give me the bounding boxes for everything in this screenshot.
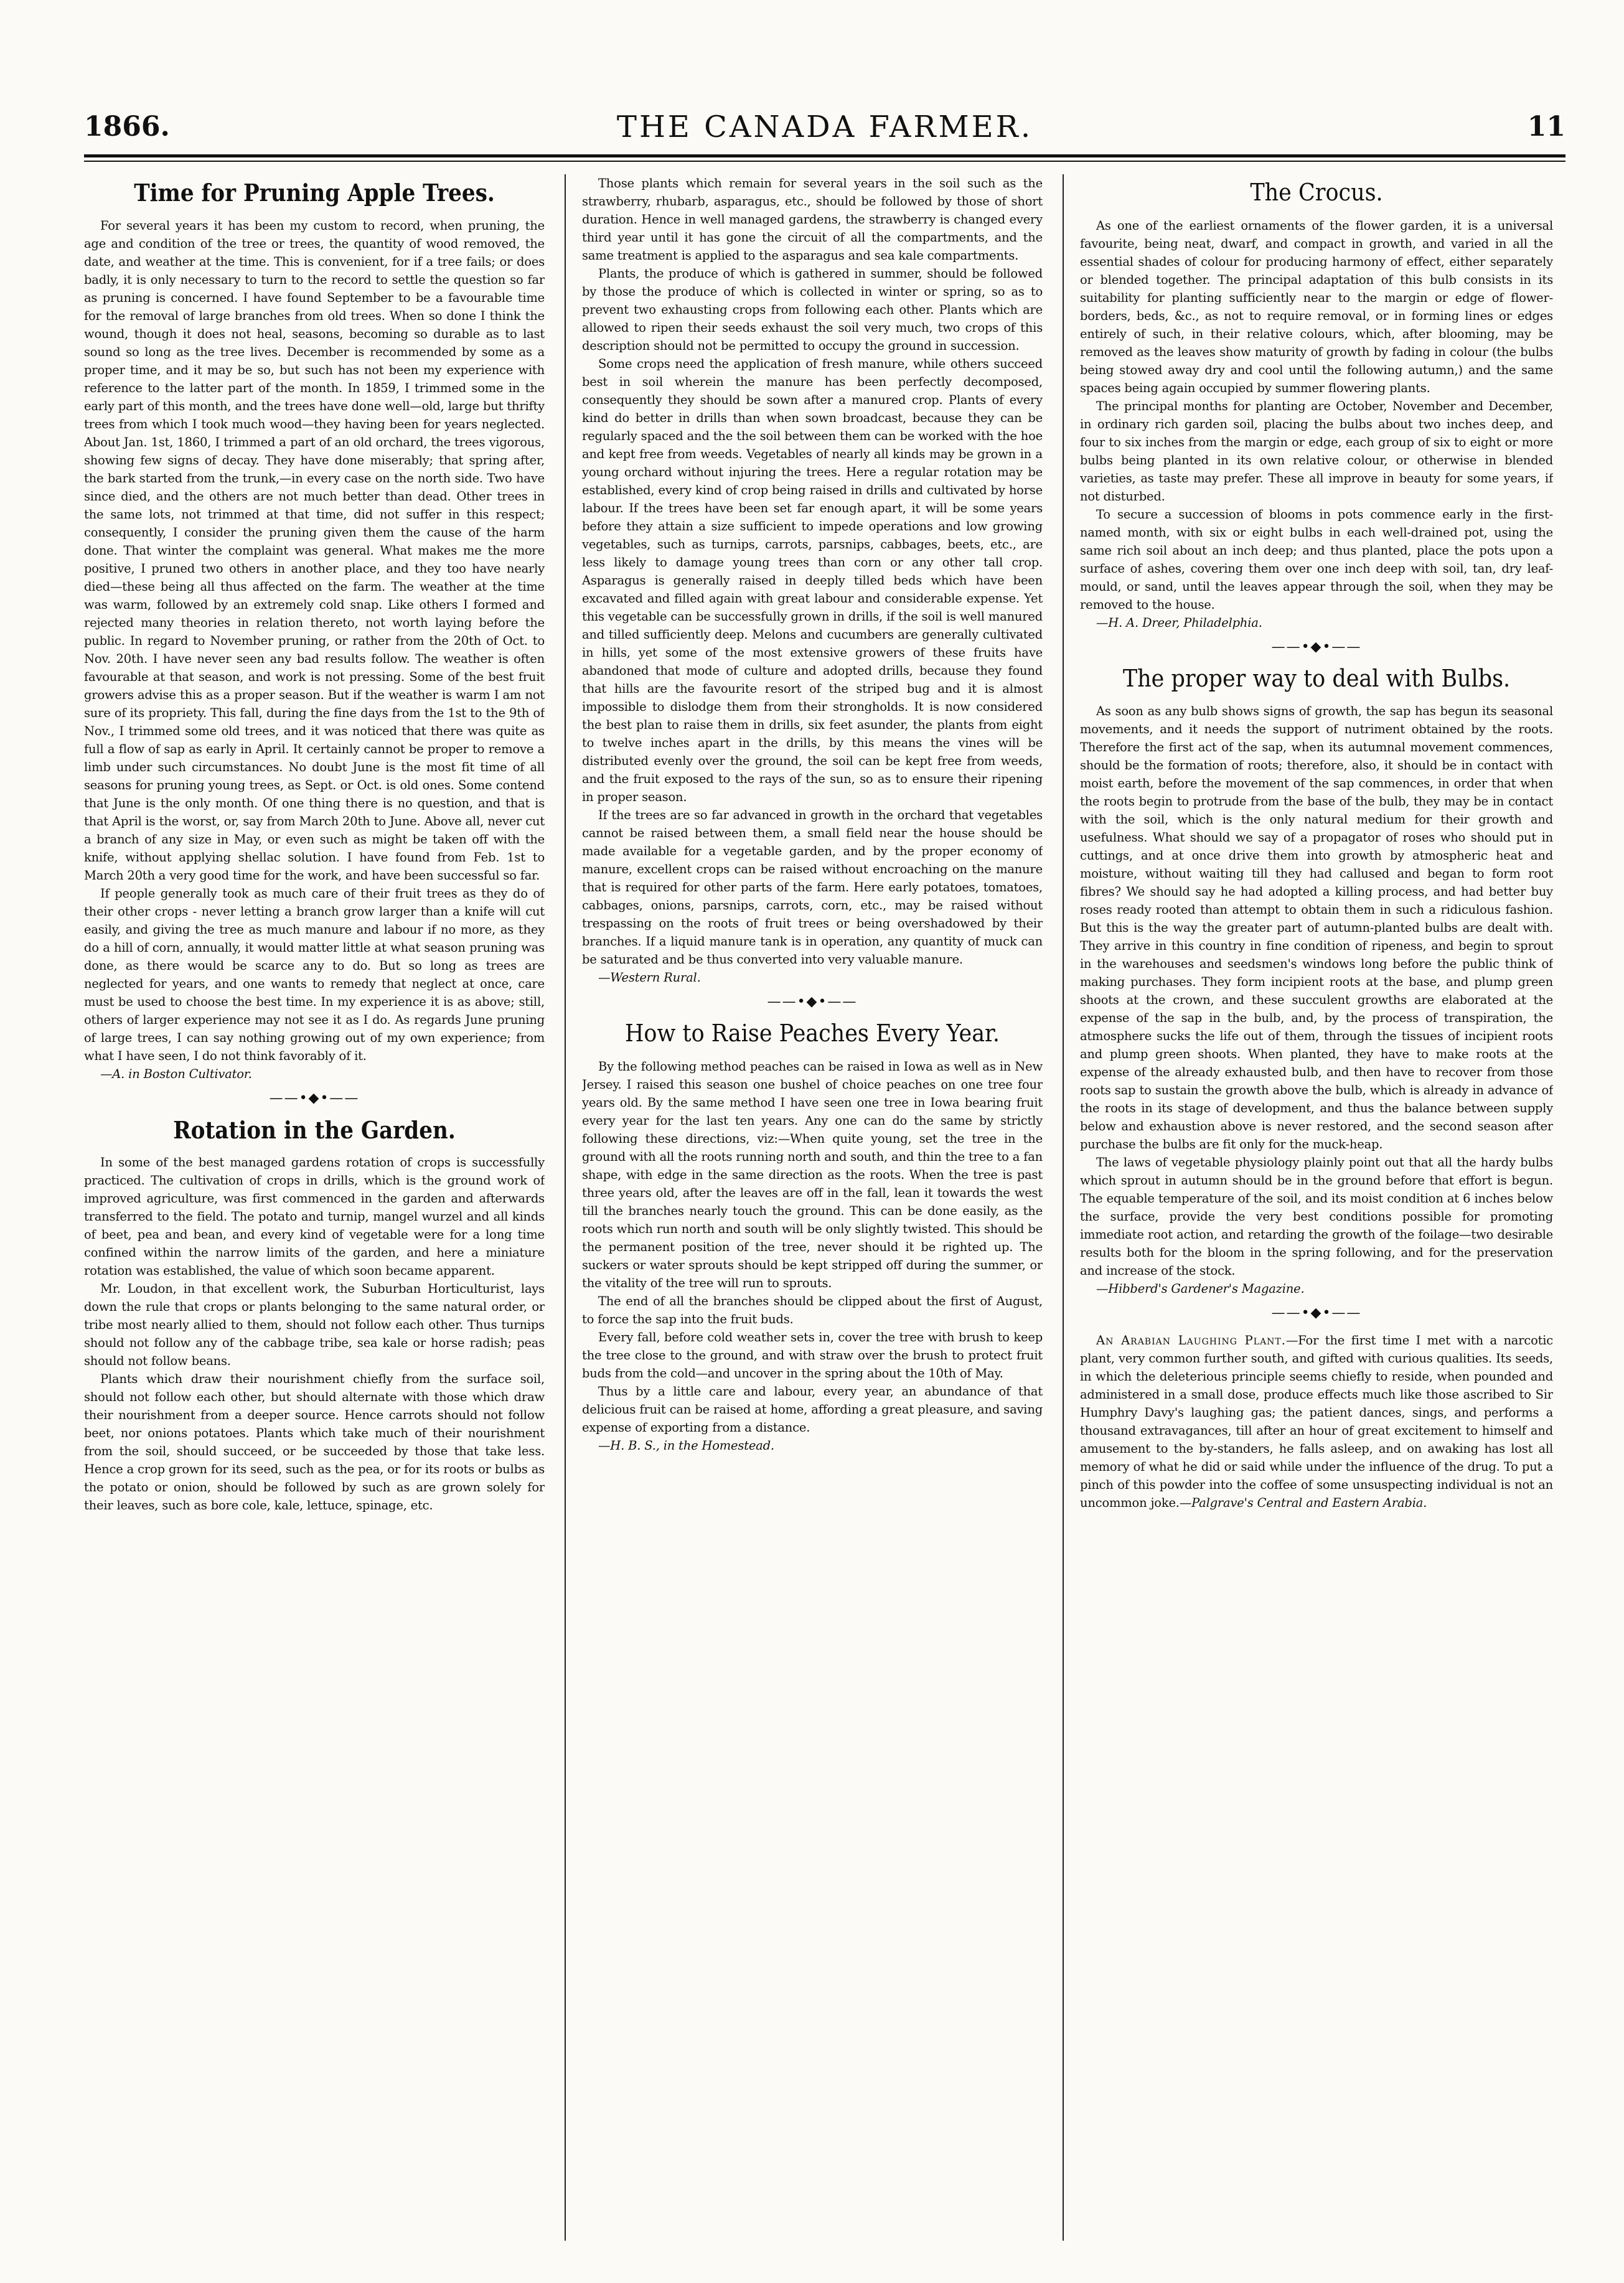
masthead-rule <box>84 154 1565 157</box>
newspaper-title: THE CANADA FARMER. <box>616 110 1033 144</box>
section-divider: ——•◆•—— <box>1271 639 1362 655</box>
article-paragraph: Some crops need the application of fresh manure, while others succeed best in soil wherein the manure has been perfectly decomposed, consequently they should be sown after a manured crop. Plants of every kind do better in drills than when sown broadcast, because they can be regularly spaced and the the soil between them can be worked with the hoe and kept free from weeds. Vegetables of nearly all kinds may be grown in a young orchard without injuring the trees. Here a regular rotation may be established, every kind of crop being raised in drills and cultivated by horse labour. If the trees have been set far enough apart, it will be some years before they attain a size sufficient to impede operations and low growing vegetables, such as turnips, carrots, parsnips, cabbages, beets, etc., are less likely to damage young trees than corn or any other tall crop. Asparagus is generally raised in deeply tilled beds which have been excavated and filled again with great labour and considerable expense. Yet this vegetable can be successfully grown in drills, if the soil is well manured and tilled sufficiently deep. Melons and cucumbers are generally cultivated in hills, yet some of the most extensive growers of these fruits have abandoned that mode of culture and adopted drills, because they found that hills are the favourite resort of the striped bug and it is almost impossible to dislodge them from their strongholds. It is now considered the best plan to raise them in drills, six feet asunder, the plants from eight to twelve inches apart in the drills, by this means the vines will be distributed evenly over the ground, the soil can be kept free from weeds, and the fruit exposed to the rays of the sun, so as to ensure their ripening in proper season. <box>582 357 1043 804</box>
newspaper-page <box>84 106 1565 2259</box>
issue-year: 1866. <box>84 111 170 143</box>
masthead <box>84 106 1565 149</box>
section-divider: ——•◆•—— <box>1271 1305 1362 1321</box>
column-3 <box>1080 174 1553 2253</box>
article-rotation-continued <box>582 174 1043 987</box>
article-paragraph: Plants, the produce of which is gathered in summer, should be followed by those the produce of which is collected in winter or spring, so as to prevent two exhausting crops from following each other. Plants which are allowed to ripen their seeds exhaust the soil very much, two crops of this description should not be permitted to occupy the ground in succession. <box>582 266 1043 353</box>
article-paragraph: For several years it has been my custom to record, when pruning, the age and condition of the tree or trees, the quantity of wood removed, the date, and weather at the time. This is convenient, for if a tree fails; or does badly, it is only necessary to turn to the record to settle the question so far as pruning is concerned. I have found September to be a favourable time for the removal of large branches from old trees. When so done I think the wound, though it does not heal, seasons, becoming so durable as to last sound so long as the tree lives. December is recommended by some as a proper time, and it may be so, but such has not been my experience with reference to the latter part of the month. In 1859, I trimmed some in the early part of this month, and the trees have done well—old, large but thrifty trees from which I took much wood—they having been for years neglected. About Jan. 1st, 1860, I trimmed a part of an old orchard, the trees vigorous, showing few signs of decay. They have done miserably; that spring after, the bark started from the trunk,—in every case on the north side. Two have since died, and the others are not much better than dead. Other trees in the same lots, not trimmed at that time, did not suffer in this respect; consequently, I consider the pruning given them the cause of the harm done. That winter the complaint was general. What makes me the more positive, I pruned two others in another place, and they too have nearly died—these being all thus affected on the farm. The weather at the time was warm, followed by an extremely cold snap. Like others I formed and rejected many theories in relation thereto, not worth laying before the public. In regard to November pruning, or rather from the 20th of Oct. to Nov. 20th. I have never seen any bad results follow. The weather is often favourable at that season, and work is not pressing. Some of the best fruit growers advise this as a proper season. But if the weather is warm I am not sure of its propriety. This fall, during the fine days from the 1st to the 9th of Nov., I trimmed some old trees, and it was noticed that there was quite as full a flow of sap as early in April. It certainly cannot be proper to remove a limb under such circumstances. No doubt June is the most fit time of all seasons for pruning young trees, as Sept. or Oct. is old ones. Some contend that June is the only month. Of one thing there is no question, and that is that April is the worst, or, say from March 20th to June. Above all, never cut a branch of any size in May, or even such as might be taken off with the knife, without applying shellac solution. I have found from Feb. 1st to March 20th a very good time for the work, and have been successful so far. <box>84 218 545 883</box>
article-title: Time for Pruning Apple Trees. <box>134 179 495 207</box>
article-paragraph: The end of all the branches should be clipped about the first of August, to force the sap into the fruit buds. <box>582 1293 1043 1326</box>
column-1 <box>84 174 545 2253</box>
column-rule <box>1063 174 1064 2241</box>
column-rule <box>565 174 566 2241</box>
article-paragraph: In some of the best managed gardens rotation of crops is successfully practiced. The cultivation of crops in drills, which is the ground work of improved agriculture, was first commenced in the garden and afterwards transferred to the field. The potato and turnip, mangel wurzel and all kinds of beet, pea and bean, and every kind of vegetable were for a long time confined within the narrow limits of the garden, and here a miniature rotation was established, the value of which soon became apparent. <box>84 1155 545 1278</box>
article-peaches <box>582 1020 1043 1455</box>
article-paragraph: The laws of vegetable physiology plainly point out that all the hardy bulbs which sprout in autumn should be in the ground before that effort is begun. The equable temperature of the soil, and its moist condition at 6 inches below the surface, provide the very best conditions possible for promoting immediate root action, and retarding the growth of the foilage—two desirable results both for the bloom in the spring following, and for the preservation and increase of the stock. <box>1080 1155 1553 1278</box>
article-paragraph: To secure a succession of blooms in pots commence early in the first-named month, with six or eight bulbs in each well-drained pot, using the same rich soil about an inch deep; and thus planted, place the pots upon a surface of ashes, covering them over one inch deep with soil, tan, dry leaf-mould, or sand, until the leaves appear through the soil, when they may be removed to the house. <box>1080 507 1553 612</box>
article-paragraph: If the trees are so far advanced in growth in the orchard that vegetables cannot be raised between them, a small field near the house should be made available for a vegetable garden, and by the proper economy of manure, excellent crops can be raised without encroaching on the manure that is required for other parts of the farm. Here early potatoes, tomatoes, cabbages, onions, parsnips, carrots, corn, etc., may be raised without trespassing on the roots of fruit trees or being overshadowed by their branches. If a liquid manure tank is in operation, any quantity of muck can be saturated and be thus converted into very valuable manure. <box>582 808 1043 967</box>
masthead-rule-thin <box>84 161 1565 162</box>
article-paragraph: As one of the earliest ornaments of the flower garden, it is a universal favourite, being neat, dwarf, and compact in growth, and varied in all the essential shades of colour for producing harmony of effect, either separately or blended together. The principal adaptation of this bulb consists in its suitability for planting sufficiently near to the margin or edge of flower-borders, beds, &c., as not to require removal, or in forming lines or edges entirely of such, in their relative colours, which, after blooming, may be removed as the leaves show maturity of growth by fading in colour (the bulbs being stowed away dry and cool until the following autumn,) and the same spaces being again occupied by summer flowering plants. <box>1080 218 1553 395</box>
article-paragraph: Every fall, before cold weather sets in, cover the tree with brush to keep the tree close to the ground, and with straw over the brush to protect fruit buds from the cold—and uncover in the spring about the 10th of May. <box>582 1329 1043 1381</box>
article-paragraph: Mr. Loudon, in that excellent work, the Suburban Horticulturist, lays down the rule that crops or plants belonging to the same natural order, or tribe most nearly allied to them, should not follow each other. Thus turnips should not follow any of the cabbage tribe, sea kale or horse radish; peas should not follow beans. <box>84 1282 545 1369</box>
page-number: 11 <box>1527 111 1565 143</box>
article-title: The Crocus. <box>1250 179 1383 206</box>
article-body: —For the first time I met with a narcotic plant, very common further south, and gifted with curious qualities. Its seeds, in which the deleterious principle seems chiefly to reside, when pounded and administered in a small dose, produce effects much like those ascribed to Sir Humphry Davy's laughing gas; the patient dances, sings, and performs a thousand extravagances, till after an hour of great excitement to himself and amusement to the by-standers, he falls asleep, and on awaking has lost all memory of what he did or said while under the influence of the drug. To put a pinch of this powder into the coffee of some unsuspecting individual is not an uncommon joke. <box>1080 1333 1553 1511</box>
article-paragraph: Thus by a little care and labour, every year, an abundance of that delicious fruit can be raised at home, affording a great pleasure, and saving expense of exporting from a distance. <box>582 1384 1043 1435</box>
article-paragraph: Plants which draw their nourishment chiefly from the surface soil, should not follow each other, but should alternate with those which draw their nourishment from a deeper source. Hence carrots should not follow beet, nor onions potatoes. Plants which take much of their nourishment from the soil, should succeed, or be succeeded by those that take less. Hence a crop grown for its seed, such as the pea, or for its roots or bulbs as the potato or onion, should be followed by such as are grown solely for their leaves, such as bore cole, kale, lettuce, spinage, etc. <box>84 1372 545 1513</box>
article-title: The proper way to deal with Bulbs. <box>1122 664 1511 692</box>
article-source: —H. B. S., in the Homestead. <box>598 1438 774 1453</box>
article-paragraph <box>1080 1331 1553 1512</box>
article-source: —Western Rural. <box>598 970 701 985</box>
section-divider: ——•◆•—— <box>767 994 858 1010</box>
article-paragraph: The principal months for planting are October, November and December, in ordinary rich garden soil, placing the bulbs about two inches deep, and four to six inches from the margin or edge, each group of six to eight or more bulbs being planted in its own relative colour, or otherwise in blended varieties, as taste may prefer. These all improve in beauty for some years, if not disturbed. <box>1080 398 1553 504</box>
column-2 <box>582 174 1043 2253</box>
article-paragraph: Those plants which remain for several years in the soil such as the strawberry, rhubarb, asparagus, etc., should be followed by those of short duration. Hence in well managed gardens, the strawberry is changed every third year until it has gone the circuit of all the compartments, and the same treatment is applied to the asparagus and sea kale compartments. <box>582 176 1043 263</box>
section-divider: ——•◆•—— <box>269 1090 360 1106</box>
article-source: —Palgrave's Central and Eastern Arabia. <box>1179 1496 1427 1511</box>
article-crocus <box>1080 179 1553 632</box>
article-lead: An Arabian Laughing Plant. <box>1096 1333 1286 1348</box>
article-rotation <box>84 1117 545 1515</box>
article-bulbs <box>1080 665 1553 1298</box>
article-paragraph: If people generally took as much care of their fruit trees as they do of their other crops - never letting a branch grow larger than a knife will cut easily, and giving the tree as much manure and labour if no more, as they do a hill of corn, annually, it would matter little at what season pruning was done, as there would be scarce any to do. But so long as trees are neglected for years, and one wants to remedy that neglect at once, care must be used to choose the best time. In my experience it is as above; still, others of larger experience may not see it as I do. As regards June pruning of large trees, I can say nothing growing out of my own experience; from what I have seen, I do not think favorably of it. <box>84 886 545 1063</box>
article-source: —Hibberd's Gardener's Magazine. <box>1096 1282 1305 1296</box>
article-pruning <box>84 179 545 1083</box>
article-laughing-plant <box>1080 1331 1553 1512</box>
article-paragraph: As soon as any bulb shows signs of growth, the sap has begun its seasonal movements, and it needs the support of nutriment obtained by the roots. Therefore the first act of the sap, when its autumnal movement commences, should be the formation of roots; therefore, also, it should be in contact with moist earth, before the movement of the sap commences, in order that when the roots begin to protrude from the base of the bulb, they may be in contact with the soil, which is the only natural medium for their growth and usefulness. What should we say of a propagator of roses who should put in cuttings, and at once drive them into growth by atmospheric heat and moisture, without waiting till they had callused and began to form root fibres? We should say he had adopted a killing process, and had better buy roses ready rooted than attempt to obtain them in such a ridiculous fashion. But this is the way the greater part of autumn-planted bulbs are dealt with. They arrive in this country in fine condition of ripeness, and begin to sprout in the warehouses and seedsmen's windows long before the public think of making purchases. They form incipient roots at the base, and plump green shoots at the crown, and these succulent growths are elaborated at the expense of the sap in the bulb, and, by the process of transpiration, the atmosphere sucks the life out of them, through the tissues of incipient roots and plump green shoots. When planted, they have to make roots at the expense of the already exhausted bulb, and then have to recover from those roots sap to sustain the growth above the bulb, which is already in advance of the roots in its stage of development, and thus the balance between supply below and exhaustion above is never restored, and the second season after purchase the bulbs are fit only for the muck-heap. <box>1080 704 1553 1152</box>
article-title: Rotation in the Garden. <box>173 1115 456 1144</box>
article-title: How to Raise Peaches Every Year. <box>624 1020 1000 1047</box>
article-source: —A. in Boston Cultivator. <box>100 1066 252 1081</box>
article-paragraph: By the following method peaches can be raised in Iowa as well as in New Jersey. I raised this season one bushel of choice peaches on one tree four years old. By the same method I have seen one tree in Iowa bearing fruit every year for the last ten years. Any one can do the same by strictly following these directions, viz:—When quite young, set the tree in the ground with all the roots running north and south, and thin the tree to a fan shape, with edge in the same direction as the roots. When the tree is past three years old, after the leaves are off in the fall, lean it towards the west till the branches nearly touch the ground. This can be done easily, as the roots which run north and south will be only slightly twisted. This should be the permanent position of the tree, never should it be righted up. The suckers or water sprouts should be kept stripped off during the summer, or the vitality of the tree will run to sprouts. <box>582 1059 1043 1290</box>
article-source: —H. A. Dreer, Philadelphia. <box>1096 615 1262 630</box>
